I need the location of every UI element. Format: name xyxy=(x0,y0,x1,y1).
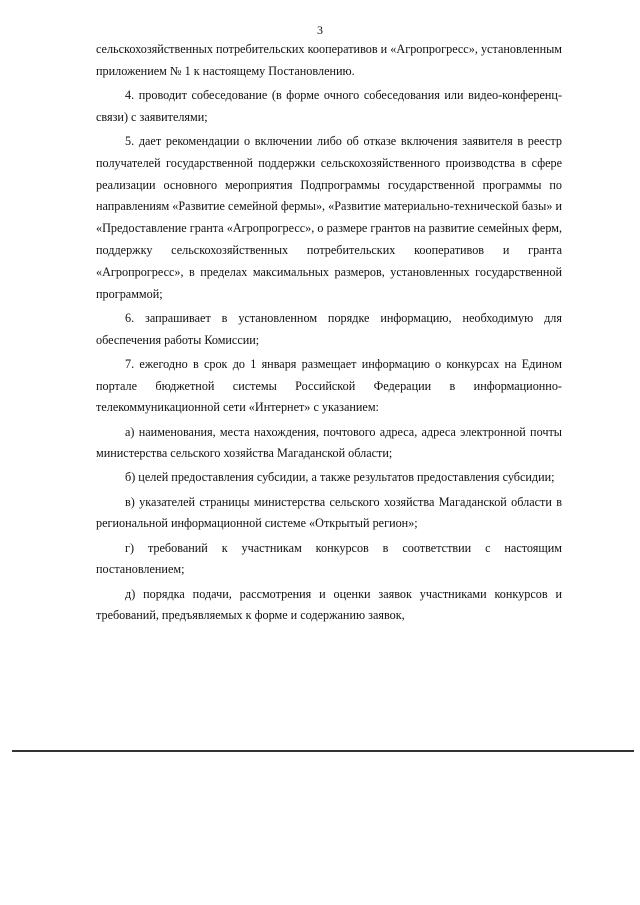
paragraph-subitem-a: а) наименования, места нахождения, почтового адреса, адреса электронной почты министерства сельского хозяйства Магаданской области; xyxy=(96,424,562,461)
paragraph-subitem-b: б) целей предоставления субсидии, а также результатов предоставления субсидии; xyxy=(125,470,555,485)
paragraph-item-7: 7. ежегодно в срок до 1 января размещает информацию о конкурсах на Едином портале бюджетной системы Российской Федерации в информационно-телекоммуникационной сети «Интернет» с указанием: xyxy=(96,356,562,415)
paragraph-item-5: 5. дает рекомендации о включении либо об отказе включения заявителя в реестр получателей государственной поддержки сельскохозяйственного производства в сфере реализации основного мероприятия Подпрограммы государственной программы по направлениям «Развитие семейной фермы», «Развитие материально-технической базы» и «Предоставление гранта «Агропрогресс», о размере грантов на развитие семейных ферм, поддержку сельскохозяйственных потребительских кооперативов и гранта «Агропрогресс», в пределах максимальных размеров, установленных государственной программой; xyxy=(96,133,562,301)
paragraph-item-6: 6. запрашивает в установленном порядке информацию, необходимую для обеспечения работы Комиссии; xyxy=(96,310,562,347)
paragraph-subitem-d: д) порядка подачи, рассмотрения и оценки заявок участниками конкурсов и требований, предъявляемых к форме и содержанию заявок, xyxy=(96,586,562,623)
paragraph-subitem-g: г) требований к участникам конкурсов в соответствии с настоящим постановлением; xyxy=(96,540,562,577)
paragraph-continuation: сельскохозяйственных потребительских кооперативов и «Агропрогресс», установленным приложением № 1 к настоящему Постановлению. xyxy=(96,42,562,78)
scan-edge-line xyxy=(12,750,634,752)
page-number: 3 xyxy=(317,23,323,37)
document-body xyxy=(96,39,562,630)
paragraph-item-4: 4. проводит собеседование (в форме очного собеседования или видео-конференц-связи) с заявителями; xyxy=(96,87,562,124)
paragraph-subitem-v: в) указателей страницы министерства сельского хозяйства Магаданской области в региональной информационной системе «Открытый регион»; xyxy=(96,494,562,531)
